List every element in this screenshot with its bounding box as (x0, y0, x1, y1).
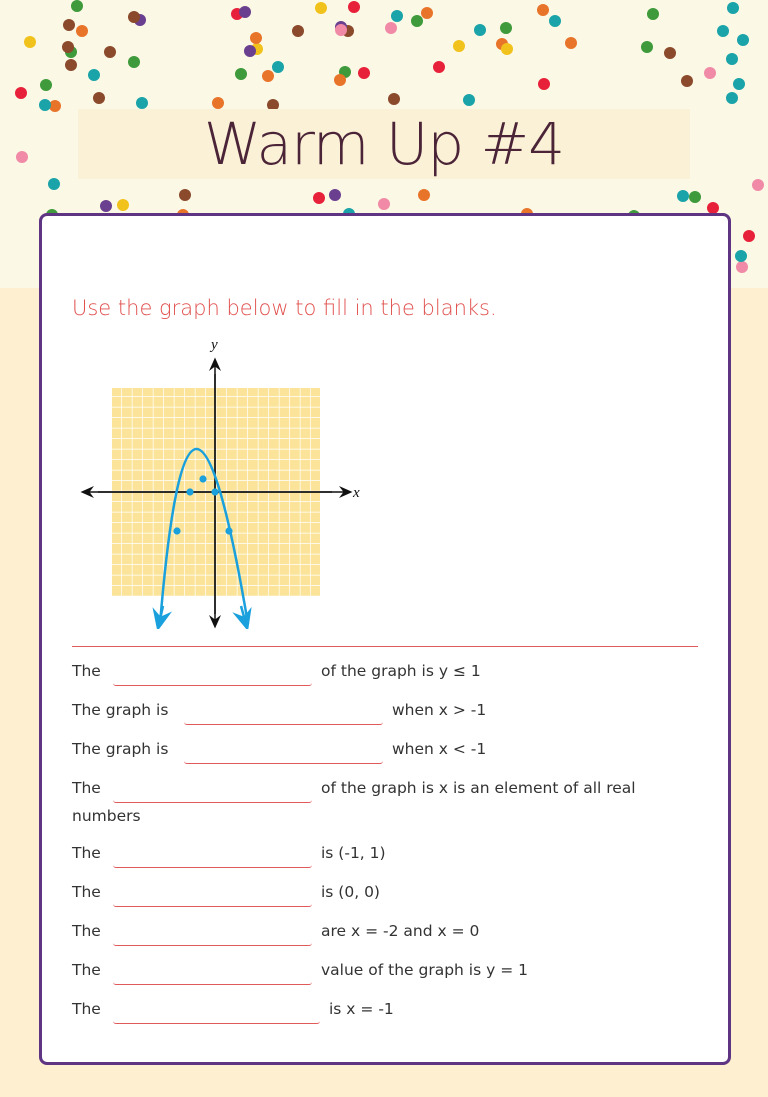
confetti-dot (704, 67, 716, 79)
confetti-dot (736, 261, 748, 273)
confetti-dot (93, 92, 105, 104)
confetti-dot (329, 189, 341, 201)
confetti-dot (136, 97, 148, 109)
question-prefix: The (72, 844, 101, 862)
worksheet-card (39, 213, 731, 1065)
question-row (72, 736, 702, 775)
confetti-dot (250, 32, 262, 44)
confetti-dot (24, 36, 36, 48)
y-axis-label: y (211, 337, 218, 353)
confetti-dot (292, 25, 304, 37)
question-prefix: The (72, 922, 101, 940)
question-prefix: The (72, 961, 101, 979)
confetti-dot (388, 93, 400, 105)
point-root-left (186, 488, 193, 495)
point-right (225, 527, 232, 534)
confetti-dot (565, 37, 577, 49)
confetti-dot (15, 87, 27, 99)
confetti-dot (726, 53, 738, 65)
confetti-dot (538, 78, 550, 90)
answer-blank-5[interactable] (113, 842, 312, 868)
question-row (72, 996, 702, 1035)
question-row (72, 658, 702, 697)
question-row (72, 879, 702, 918)
confetti-dot (681, 75, 693, 87)
confetti-dot (39, 99, 51, 111)
question-prefix: The graph is (72, 740, 169, 758)
question-row (72, 697, 702, 736)
confetti-dot (421, 7, 433, 19)
confetti-dot (16, 151, 28, 163)
answer-blank-6[interactable] (113, 881, 312, 907)
confetti-dot (128, 11, 140, 23)
answer-blank-4[interactable] (113, 777, 312, 803)
question-suffix: when x > -1 (392, 701, 487, 719)
question-suffix: value of the graph is y = 1 (321, 961, 528, 979)
confetti-dot (378, 198, 390, 210)
question-suffix-wrap: numbers (72, 807, 141, 825)
confetti-dot (463, 94, 475, 106)
confetti-dot (501, 43, 513, 55)
question-prefix: The (72, 1000, 101, 1018)
confetti-dot (549, 15, 561, 27)
confetti-dot (179, 189, 191, 201)
confetti-dot (641, 41, 653, 53)
page-title: Warm Up #4 (203, 110, 565, 178)
confetti-dot (727, 2, 739, 14)
confetti-dot (88, 69, 100, 81)
confetti-dot (272, 61, 284, 73)
confetti-dot (733, 78, 745, 90)
confetti-dot (334, 74, 346, 86)
confetti-dot (726, 92, 738, 104)
answer-blank-7[interactable] (113, 920, 312, 946)
question-prefix: The (72, 779, 101, 797)
question-suffix: when x < -1 (392, 740, 487, 758)
confetti-dot (474, 24, 486, 36)
point-left (173, 527, 180, 534)
parabola-graph (80, 334, 370, 629)
confetti-dot (411, 15, 423, 27)
question-prefix: The (72, 662, 101, 680)
question-row (72, 918, 702, 957)
confetti-dot (752, 179, 764, 191)
answer-blank-8[interactable] (113, 959, 312, 985)
question-prefix: The graph is (72, 701, 169, 719)
question-suffix: of the graph is x is an element of all real (321, 779, 636, 797)
confetti-dot (104, 46, 116, 58)
confetti-dot (385, 22, 397, 34)
confetti-dot (239, 6, 251, 18)
confetti-dot (262, 70, 274, 82)
confetti-dot (40, 79, 52, 91)
question-prefix: The (72, 883, 101, 901)
question-row (72, 840, 702, 879)
question-suffix: of the graph is y ≤ 1 (321, 662, 481, 680)
confetti-dot (315, 2, 327, 14)
confetti-dot (71, 0, 83, 12)
confetti-dot (689, 191, 701, 203)
confetti-dot (537, 4, 549, 16)
confetti-dot (348, 1, 360, 13)
confetti-dot (313, 192, 325, 204)
confetti-dot (433, 61, 445, 73)
x-axis-label: x (353, 485, 360, 501)
confetti-dot (244, 45, 256, 57)
answer-blank-3[interactable] (184, 738, 383, 764)
confetti-dot (63, 19, 75, 31)
question-list (72, 658, 702, 1035)
confetti-dot (212, 97, 224, 109)
confetti-dot (500, 22, 512, 34)
question-suffix: is x = -1 (329, 1000, 394, 1018)
confetti-dot (737, 34, 749, 46)
confetti-dot (717, 25, 729, 37)
confetti-dot (76, 25, 88, 37)
confetti-dot (100, 200, 112, 212)
confetti-dot (391, 10, 403, 22)
question-row (72, 775, 702, 840)
confetti-dot (62, 41, 74, 53)
confetti-dot (358, 67, 370, 79)
confetti-dot (735, 250, 747, 262)
title-banner (78, 109, 690, 179)
question-suffix: is (0, 0) (321, 883, 380, 901)
answer-blank-9[interactable] (113, 998, 320, 1024)
confetti-dot (743, 230, 755, 242)
question-suffix: is (-1, 1) (321, 844, 386, 862)
confetti-dot (647, 8, 659, 20)
confetti-dot (117, 199, 129, 211)
confetti-dot (48, 178, 60, 190)
confetti-dot (65, 59, 77, 71)
confetti-dot (453, 40, 465, 52)
confetti-dot (664, 47, 676, 59)
divider-line (72, 646, 698, 647)
confetti-dot (235, 68, 247, 80)
instructions-text: Use the graph below to fill in the blanks. (72, 296, 497, 320)
confetti-dot (418, 189, 430, 201)
confetti-dot (677, 190, 689, 202)
answer-blank-1[interactable] (113, 660, 312, 686)
question-suffix: are x = -2 and x = 0 (321, 922, 480, 940)
confetti-dot (128, 56, 140, 68)
answer-blank-2[interactable] (184, 699, 383, 725)
point-origin (211, 488, 218, 495)
point-vertex (199, 475, 206, 482)
question-row (72, 957, 702, 996)
